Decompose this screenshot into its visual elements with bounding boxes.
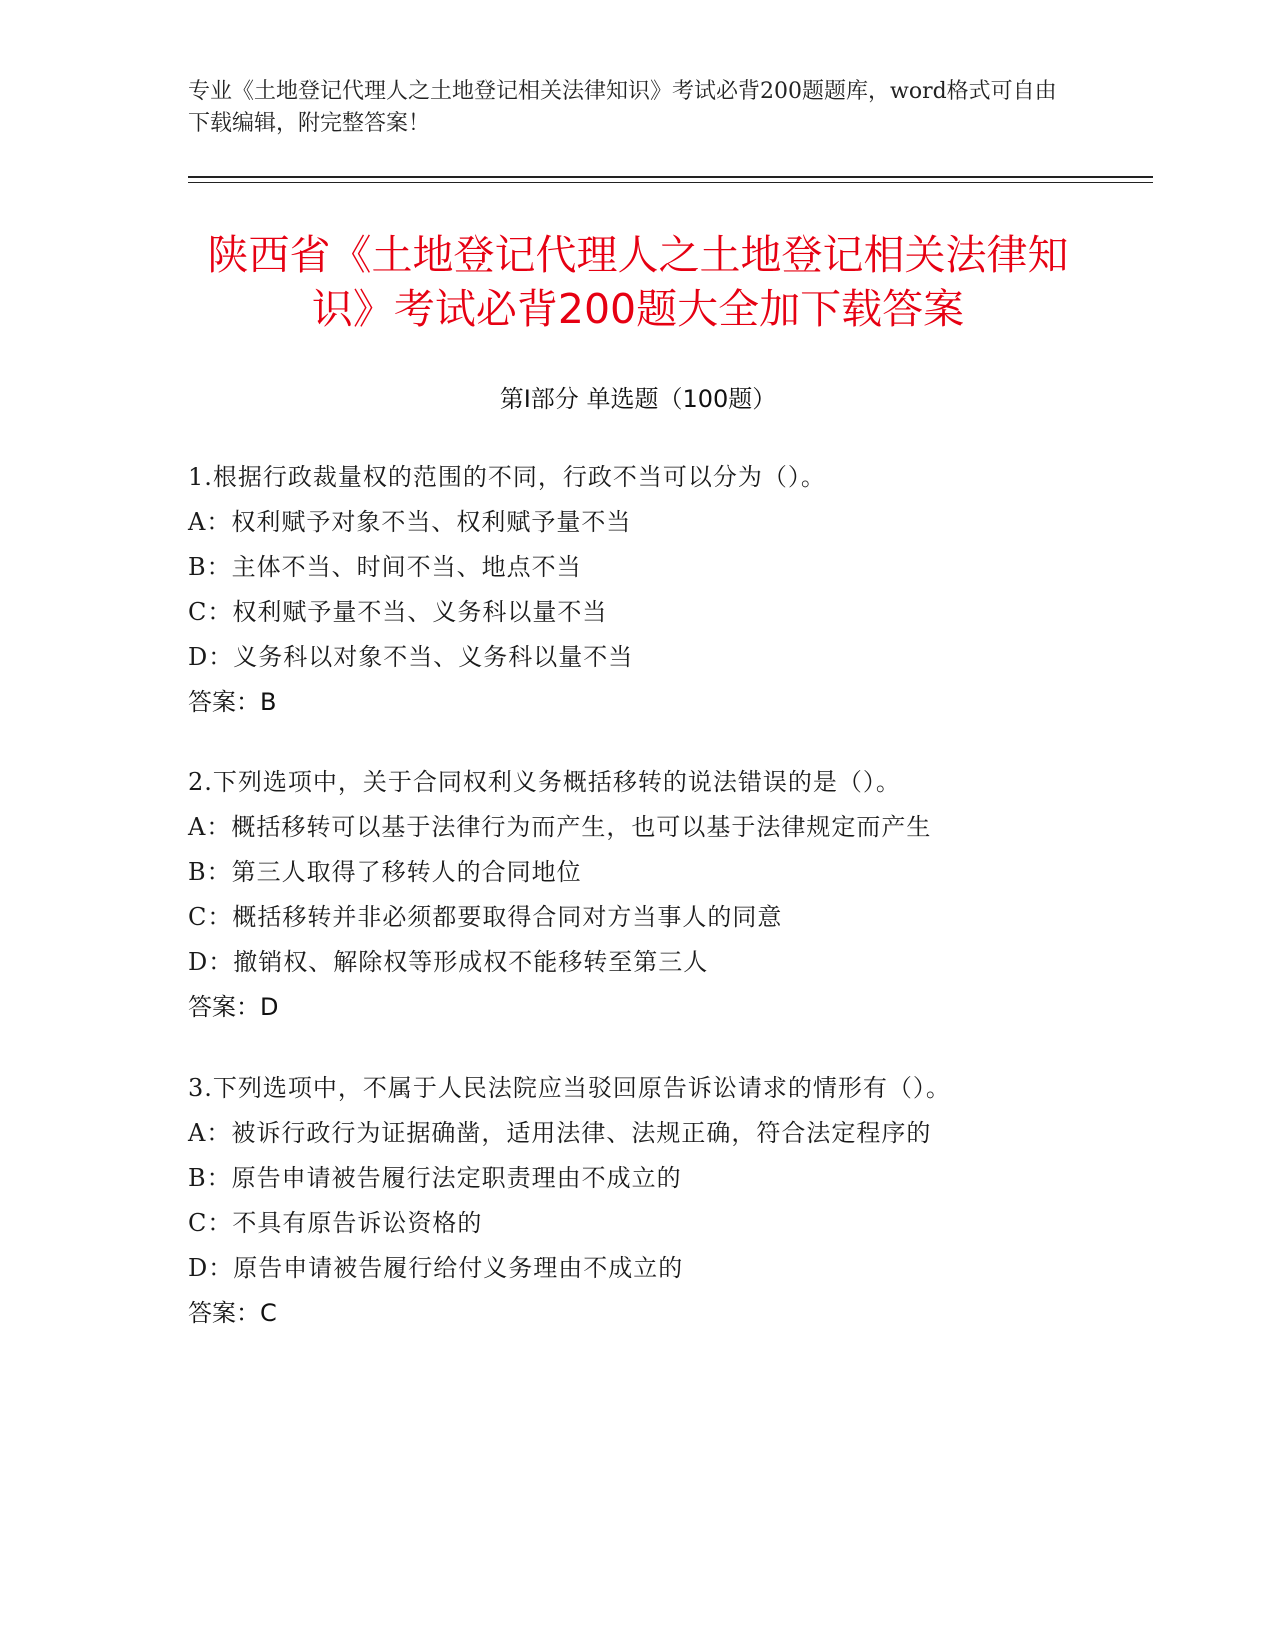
option-c: C：概括移转并非必须都要取得合同对方当事人的同意 [188,903,783,931]
question-1 [188,455,1058,725]
option-a: A：被诉行政行为证据确凿，适用法律、法规正确，符合法定程序的 [188,1119,932,1147]
option-b: B：第三人取得了移转人的合同地位 [188,858,582,886]
header-divider-thin [188,182,1153,183]
option-d: D：原告申请被告履行给付义务理由不成立的 [188,1254,684,1282]
question-3 [188,1066,1058,1336]
option-d: D：撤销权、解除权等形成权不能移转至第三人 [188,948,709,976]
question-2 [188,760,1058,1030]
option-a: A：权利赋予对象不当、权利赋予量不当 [188,508,632,536]
option-a: A：概括移转可以基于法律行为而产生，也可以基于法律规定而产生 [188,813,932,841]
option-b: B：原告申请被告履行法定职责理由不成立的 [188,1164,682,1192]
header-note: 专业《土地登记代理人之土地登记相关法律知识》考试必背200题题库，word格式可自由下载编辑，附完整答案！ [188,79,1057,136]
section-title: 第Ⅰ部分 单选题（100题） [499,385,777,413]
answer: 答案：C [188,1299,277,1327]
answer: 答案：D [188,993,279,1021]
question-stem: 2.下列选项中，关于合同权利义务概括移转的说法错误的是（）。 [188,768,901,796]
option-d: D：义务科以对象不当、义务科以量不当 [188,643,634,671]
answer: 答案：B [188,688,277,716]
option-c: C：权利赋予量不当、义务科以量不当 [188,598,608,626]
question-stem: 1.根据行政裁量权的范围的不同，行政不当可以分为（）。 [188,463,826,491]
option-b: B：主体不当、时间不当、地点不当 [188,553,582,581]
header-divider-thick [188,176,1153,178]
document-title: 陕西省《土地登记代理人之土地登记相关法律知识》考试必背200题大全加下载答案 [207,231,1069,333]
option-c: C：不具有原告诉讼资格的 [188,1209,483,1237]
question-stem: 3.下列选项中，不属于人民法院应当驳回原告诉讼请求的情形有（）。 [188,1074,951,1102]
